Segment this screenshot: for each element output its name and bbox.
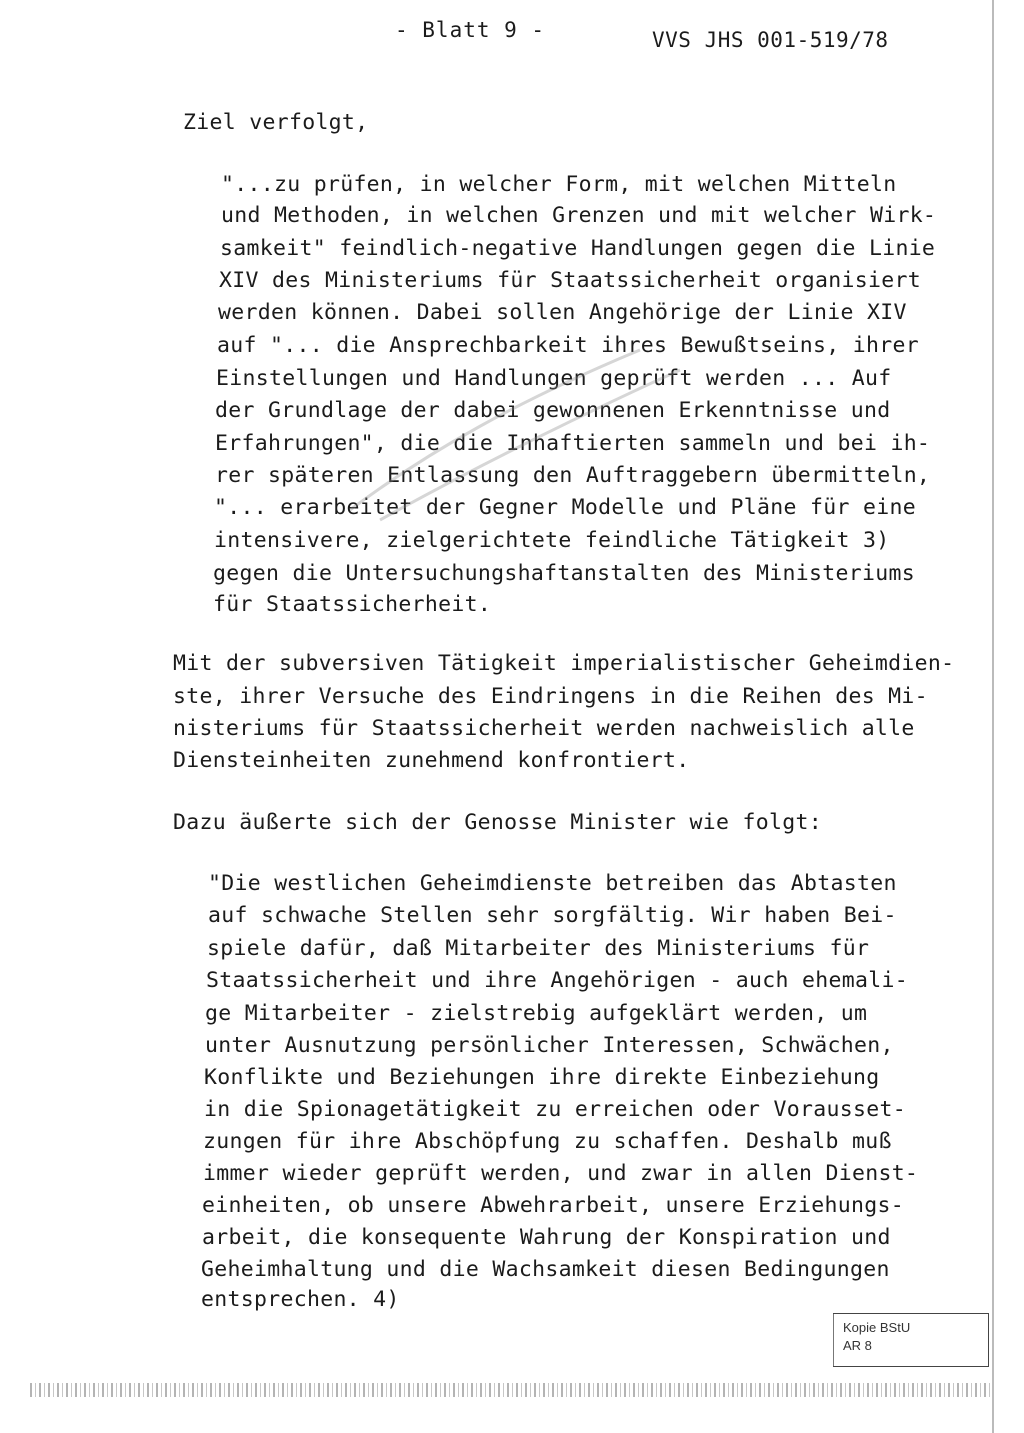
quote-line: entsprechen. 4) bbox=[201, 1287, 400, 1312]
quote-line: intensivere, zielgerichtete feindliche Tätigkeit 3) bbox=[214, 528, 890, 553]
quote-line: samkeit" feindlich-negative Handlungen gegen die Linie bbox=[220, 236, 936, 261]
quote-line: auf "... die Ansprechbarkeit ihres Bewußtseins, ihrer bbox=[217, 333, 919, 358]
quote-line: spiele dafür, daß Mitarbeiter des Ministeriums für bbox=[207, 936, 870, 961]
scan-edge-line bbox=[992, 0, 994, 1433]
quote-line: für Staatssicherheit. bbox=[213, 592, 492, 617]
quote-line: Geheimhaltung und die Wachsamkeit diesen Bedingungen bbox=[201, 1257, 890, 1282]
text-line: Diensteinheiten zunehmend konfrontiert. bbox=[173, 748, 690, 773]
quote-line: rer späteren Entlassung den Auftraggebern übermitteln, bbox=[215, 463, 931, 488]
quote-line: "...zu prüfen, in welcher Form, mit welchen Mitteln bbox=[221, 172, 897, 197]
quote-line: der Grundlage der dabei gewonnenen Erkenntnisse und bbox=[215, 398, 891, 423]
quote-line: ge Mitarbeiter - zielstrebig aufgeklärt werden, um bbox=[205, 1001, 868, 1026]
quote-line: einheiten, ob unsere Abwehrarbeit, unsere Erziehungs- bbox=[202, 1193, 904, 1218]
quote-line: werden können. Dabei sollen Angehörige der Linie XIV bbox=[218, 300, 907, 325]
quote-line: Staatssicherheit und ihre Angehörigen - auch ehemali- bbox=[206, 968, 908, 993]
document-reference: VVS JHS 001-519/78 bbox=[652, 28, 889, 52]
quote-line: "Die westlichen Geheimdienste betreiben das Abtasten bbox=[208, 871, 897, 896]
text-line: Mit der subversiven Tätigkeit imperialistischer Geheimdien- bbox=[173, 651, 955, 676]
quote-line: in die Spionagetätigkeit zu erreichen oder Vorausset- bbox=[204, 1097, 906, 1122]
text-line: ste, ihrer Versuche des Eindringens in die Reihen des Mi- bbox=[173, 684, 928, 709]
stamp-line-2: AR 8 bbox=[843, 1338, 872, 1353]
quote-line: immer wieder geprüft werden, und zwar in allen Dienst- bbox=[203, 1161, 919, 1186]
quote-line: auf schwache Stellen sehr sorgfältig. Wir haben Bei- bbox=[208, 903, 897, 928]
quote-line: Einstellungen und Handlungen geprüft werden ... Auf bbox=[216, 366, 892, 391]
text-line: Dazu äußerte sich der Genosse Minister wie folgt: bbox=[173, 810, 822, 835]
quote-line: gegen die Untersuchungshaftanstalten des Ministeriums bbox=[213, 561, 915, 586]
text-line: nisteriums für Staatssicherheit werden nachweislich alle bbox=[173, 716, 915, 741]
quote-line: arbeit, die konsequente Wahrung der Konspiration und bbox=[202, 1225, 891, 1250]
quote-line: unter Ausnutzung persönlicher Interessen, Schwächen, bbox=[205, 1033, 894, 1058]
scan-noise-strip bbox=[30, 1383, 990, 1397]
quote-line: "... erarbeitet der Gegner Modelle und Pläne für eine bbox=[214, 495, 916, 520]
page-number: - Blatt 9 - bbox=[395, 18, 546, 42]
quote-line: und Methoden, in welchen Grenzen und mit welcher Wirk- bbox=[221, 203, 937, 228]
quote-line: Erfahrungen", die die Inhaftierten sammeln und bei ih- bbox=[215, 431, 931, 456]
quote-line: zungen für ihre Abschöpfung zu schaffen. Deshalb muß bbox=[203, 1129, 892, 1154]
quote-line: XIV des Ministeriums für Staatssicherheit organisiert bbox=[219, 268, 921, 293]
stamp-line-1: Kopie BStU bbox=[843, 1320, 911, 1335]
archive-stamp bbox=[833, 1313, 989, 1367]
quote-line: Konflikte und Beziehungen ihre direkte Einbeziehung bbox=[204, 1065, 880, 1090]
text-line: Ziel verfolgt, bbox=[183, 110, 369, 135]
